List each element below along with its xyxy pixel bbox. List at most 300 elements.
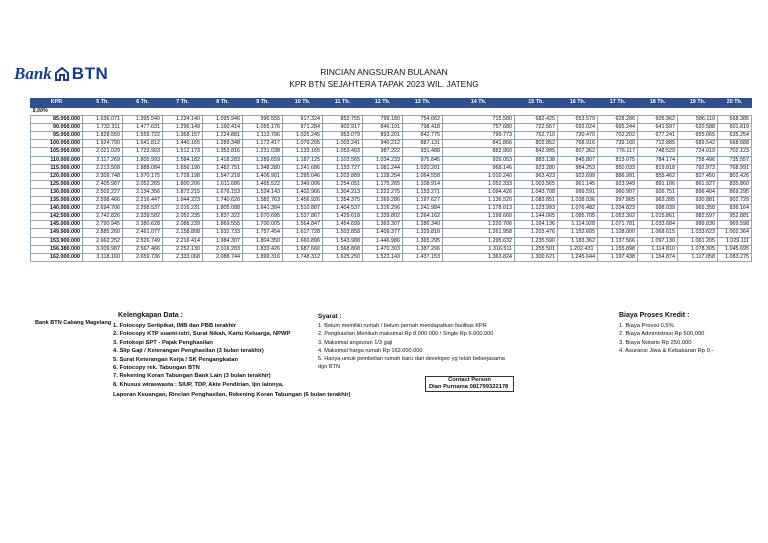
installment-cell: 735.557 bbox=[718, 156, 752, 164]
installment-cell: 2.088.744 bbox=[203, 253, 243, 261]
installment-cell: 1.348.280 bbox=[243, 164, 283, 172]
installment-cell: 605.962 bbox=[638, 116, 678, 124]
installment-cell: 1.043.708 bbox=[515, 188, 558, 196]
kpr-amount-cell: 85.000.000 bbox=[31, 116, 83, 124]
installment-cell: 1.437.153 bbox=[403, 253, 443, 261]
installment-cell: 917.324 bbox=[283, 116, 323, 124]
installment-cell: 677.241 bbox=[638, 132, 678, 140]
installment-cell: 1.254.051 bbox=[323, 180, 363, 188]
installment-cell: 768.991 bbox=[718, 164, 752, 172]
installment-cell: 1.029.111 bbox=[718, 237, 752, 245]
column-header-kpr: KPR bbox=[31, 99, 83, 108]
installment-cell: 1.235.590 bbox=[515, 237, 558, 245]
installment-cell: 1.354.375 bbox=[323, 197, 363, 205]
installment-cell: 1.224.140 bbox=[163, 116, 203, 124]
installment-cell: 1.757.454 bbox=[243, 229, 283, 237]
installment-cell: 1.261.958 bbox=[443, 229, 515, 237]
installment-cell: 987.222 bbox=[363, 148, 403, 156]
installment-cell: 953.079 bbox=[323, 132, 363, 140]
installment-cell: 712.885 bbox=[638, 140, 678, 148]
installment-cell: 762.710 bbox=[515, 132, 558, 140]
installment-cell: 962.395 bbox=[638, 197, 678, 205]
installment-cell: 841.866 bbox=[443, 140, 515, 148]
installment-cell: 1.924.790 bbox=[83, 140, 123, 148]
installment-cell: 1.676.153 bbox=[203, 188, 243, 196]
installment-cell: 724.019 bbox=[678, 148, 718, 156]
installment-cell: 2.790.945 bbox=[83, 221, 123, 229]
kelengkapan-item: 2. Fotocopy KTP suami-istri, Surat Nikah, Kartu Keluarga, NPWP bbox=[113, 331, 291, 338]
installment-cell: 902.729 bbox=[718, 197, 752, 205]
installment-cell: 1.154.874 bbox=[638, 253, 678, 261]
logo-btn-text: BTN bbox=[71, 64, 109, 83]
installment-cell: 1.083.851 bbox=[515, 197, 558, 205]
installment-cell: 1.076.482 bbox=[558, 205, 598, 213]
installment-cell: 692.024 bbox=[558, 124, 598, 132]
installment-cell: 1.510.887 bbox=[283, 205, 323, 213]
installment-cell: 1.094.426 bbox=[443, 188, 515, 196]
installment-cell: 1.002.364 bbox=[718, 229, 752, 237]
installment-cell: 628.286 bbox=[598, 116, 638, 124]
installment-cell: 1.353.816 bbox=[203, 148, 243, 156]
installment-cell: 1.418.283 bbox=[203, 156, 243, 164]
branch-name: Bank BTN Cabang Magelang bbox=[35, 320, 112, 326]
table-row bbox=[31, 124, 752, 132]
installment-cell: 784.174 bbox=[638, 156, 678, 164]
installment-cell: 802.426 bbox=[718, 172, 752, 180]
installment-cell: 665.244 bbox=[598, 124, 638, 132]
kpr-amount-cell: 125.000.000 bbox=[31, 180, 83, 188]
installment-cell: 819.818 bbox=[638, 164, 678, 172]
installment-cell: 722.567 bbox=[515, 124, 558, 132]
installment-cell: 1.568.868 bbox=[323, 245, 363, 253]
table-row bbox=[31, 164, 752, 172]
installment-cell: 668.688 bbox=[718, 140, 752, 148]
installment-cell: 846.191 bbox=[363, 124, 403, 132]
kpr-amount-cell: 115.000.000 bbox=[31, 164, 83, 172]
installment-cell: 1.045.695 bbox=[718, 245, 752, 253]
installment-cell: 1.387.296 bbox=[403, 245, 443, 253]
column-header-tenor: 13 Th. bbox=[403, 99, 443, 108]
kelengkapan-title: Kelengkapan Data : bbox=[118, 312, 183, 319]
installment-cell: 1.203.889 bbox=[323, 172, 363, 180]
kelengkapan-footer: Laporan Keuangan, Rincian Penghasilan, Rekening Koran Tabungan (6 bulan terakhir) bbox=[113, 392, 351, 398]
installment-cell: 3.009.987 bbox=[83, 245, 123, 253]
installment-cell: 850.033 bbox=[598, 164, 638, 172]
installment-cell: 1.872.215 bbox=[163, 188, 203, 196]
installment-cell: 2.502.227 bbox=[83, 188, 123, 196]
installment-cell: 1.339.802 bbox=[363, 213, 403, 221]
installment-cell: 682.425 bbox=[515, 116, 558, 124]
installment-cell: 2.333.068 bbox=[163, 253, 203, 261]
kelengkapan-item: 5. Surat Keterangan Kerja / SK Pengangkatan bbox=[113, 356, 238, 363]
installment-cell: 1.349.006 bbox=[283, 180, 323, 188]
installment-cell: 1.687.660 bbox=[283, 245, 323, 253]
installment-cell: 1.477.631 bbox=[123, 124, 163, 132]
installment-cell: 1.316.511 bbox=[443, 245, 515, 253]
syarat-list bbox=[318, 322, 505, 372]
installment-cell: 2.088.239 bbox=[163, 221, 203, 229]
installment-cell: 1.365.295 bbox=[403, 237, 443, 245]
installment-cell: 842.775 bbox=[403, 132, 443, 140]
installment-cell: 1.187.125 bbox=[283, 156, 323, 164]
installment-cell: 1.175.265 bbox=[363, 180, 403, 188]
installment-cell: 2.016.231 bbox=[163, 205, 203, 213]
installment-cell: 952.881 bbox=[718, 213, 752, 221]
installment-cell: 1.503.858 bbox=[323, 229, 363, 237]
installment-cell: 1.368.157 bbox=[163, 132, 203, 140]
installment-cell: 1.523.143 bbox=[363, 253, 403, 261]
installment-cell: 1.061.205 bbox=[678, 237, 718, 245]
kpr-amount-cell: 156.380.000 bbox=[31, 245, 83, 253]
installment-cell: 1.083.275 bbox=[718, 253, 752, 261]
table-row bbox=[31, 237, 752, 245]
installment-cell: 1.409.377 bbox=[363, 229, 403, 237]
installment-cell: 702.123 bbox=[718, 148, 752, 156]
installment-cell: 1.068.615 bbox=[638, 229, 678, 237]
installment-cell: 601.819 bbox=[718, 124, 752, 132]
installment-cell: 1.289.659 bbox=[243, 156, 283, 164]
installment-cell: 807.362 bbox=[558, 148, 598, 156]
installment-cell: 1.524.143 bbox=[243, 188, 283, 196]
installment-cell: 1.137.566 bbox=[598, 237, 638, 245]
installment-cell: 1.582.763 bbox=[243, 197, 283, 205]
installment-cell: 2.659.736 bbox=[123, 253, 163, 261]
installment-cell: 1.465.522 bbox=[243, 180, 283, 188]
installment-cell: 1.095.705 bbox=[558, 213, 598, 221]
installment-cell: 757.680 bbox=[443, 124, 515, 132]
kpr-amount-cell: 135.000.000 bbox=[31, 197, 83, 205]
installment-cell: 1.833.426 bbox=[243, 245, 283, 253]
table-row bbox=[31, 156, 752, 164]
page-subtitle: KPR BTN SEJAHTERA TAPAK 2023 WIL. JATENG bbox=[289, 79, 479, 89]
table-row bbox=[31, 221, 752, 229]
kpr-amount-cell: 130.000.000 bbox=[31, 188, 83, 196]
installment-cell: 620.588 bbox=[678, 124, 718, 132]
installment-cell: 1.395.540 bbox=[123, 116, 163, 124]
kpr-amount-cell: 153.900.000 bbox=[31, 237, 83, 245]
installment-cell: 2.461.077 bbox=[123, 229, 163, 237]
installment-cell: 1.406.901 bbox=[243, 172, 283, 180]
installment-cell: 1.153.271 bbox=[403, 188, 443, 196]
installment-cell: 1.617.728 bbox=[283, 229, 323, 237]
installment-table bbox=[30, 98, 752, 262]
installment-cell: 1.199.660 bbox=[443, 213, 515, 221]
installment-cell: 835.860 bbox=[718, 180, 752, 188]
kpr-amount-cell: 105.000.000 bbox=[31, 148, 83, 156]
kpr-amount-cell: 90.000.000 bbox=[31, 124, 83, 132]
installment-cell: 702.202 bbox=[598, 132, 638, 140]
installment-cell: 802.852 bbox=[515, 140, 558, 148]
kpr-amount-cell: 145.000.000 bbox=[31, 221, 83, 229]
installment-cell: 1.732.311 bbox=[83, 124, 123, 132]
syarat-title: Syarat : bbox=[318, 313, 342, 320]
kpr-amount-cell: 110.000.000 bbox=[31, 156, 83, 164]
contact-person-box bbox=[425, 376, 514, 392]
installment-cell: 1.197.438 bbox=[598, 253, 638, 261]
installment-cell: 1.160.414 bbox=[203, 124, 243, 132]
syarat-item: dgn BTN bbox=[318, 364, 341, 371]
installment-cell: 926.751 bbox=[638, 188, 678, 196]
table-row bbox=[31, 245, 752, 253]
installment-cell: 969.598 bbox=[718, 221, 752, 229]
installment-cell: 798.418 bbox=[403, 124, 443, 132]
table-row bbox=[31, 253, 752, 261]
installment-cell: 1.071.781 bbox=[598, 221, 638, 229]
installment-cell: 3.118.160 bbox=[83, 253, 123, 261]
installment-cell: 1.286.340 bbox=[403, 221, 443, 229]
installment-cell: 1.114.928 bbox=[558, 221, 598, 229]
installment-cell: 960.907 bbox=[598, 188, 638, 196]
installment-cell: 689.542 bbox=[678, 140, 718, 148]
installment-cell: 1.010.240 bbox=[443, 172, 515, 180]
installment-cell: 1.053.403 bbox=[323, 148, 363, 156]
page-title: RINCIAN ANGSURAN BULANAN bbox=[320, 67, 448, 77]
table-row bbox=[31, 229, 752, 237]
installment-cell: 1.440.165 bbox=[163, 140, 203, 148]
table-row bbox=[31, 180, 752, 188]
installment-cell: 1.944.223 bbox=[163, 197, 203, 205]
installment-cell: 1.363.307 bbox=[363, 221, 403, 229]
installment-cell: 2.339.582 bbox=[123, 213, 163, 221]
installment-cell: 1.456.926 bbox=[283, 197, 323, 205]
installment-cell: 792.973 bbox=[678, 164, 718, 172]
installment-cell: 1.446.986 bbox=[363, 237, 403, 245]
syarat-item: 2. Penghasilan Menikah maksimal Rp 8.000.000 / Single Rp 6.000.000 bbox=[318, 331, 494, 338]
kelengkapan-item: 6. Fotocopy rek. Tabungan BTN bbox=[113, 365, 200, 372]
kelengkapan-list bbox=[113, 322, 290, 389]
installment-cell: 1.144.065 bbox=[515, 213, 558, 221]
syarat-item: 5. Hanya untuk pembelian rumah baru dari developer yg telah bekerjasama bbox=[318, 356, 505, 363]
installment-cell: 1.152.605 bbox=[558, 229, 598, 237]
table-row bbox=[31, 188, 752, 196]
column-header-tenor: 20 Th. bbox=[718, 99, 752, 108]
installment-cell: 1.038.036 bbox=[558, 197, 598, 205]
installment-cell: 748.529 bbox=[638, 148, 678, 156]
installment-cell: 1.295.632 bbox=[443, 237, 515, 245]
installment-cell: 968.146 bbox=[443, 164, 515, 172]
installment-cell: 635.254 bbox=[718, 132, 752, 140]
installment-cell: 1.800.206 bbox=[163, 180, 203, 188]
syarat-item: 4. Maksimal harga rumah Rp 162.000.000 bbox=[318, 347, 423, 354]
installment-cell: 1.153.727 bbox=[323, 164, 363, 172]
installment-cell: 1.123.993 bbox=[515, 205, 558, 213]
installment-cell: 1.097.130 bbox=[638, 237, 678, 245]
installment-cell: 1.805.088 bbox=[203, 205, 243, 213]
column-header-tenor: 14 Th. bbox=[443, 99, 515, 108]
installment-cell: 2.052.265 bbox=[123, 180, 163, 188]
installment-cell: 1.470.303 bbox=[363, 245, 403, 253]
installment-cell: 1.113.796 bbox=[243, 132, 283, 140]
installment-cell: 996.555 bbox=[243, 116, 283, 124]
column-header-tenor: 19 Th. bbox=[678, 99, 718, 108]
column-header-tenor: 9 Th. bbox=[243, 99, 283, 108]
installment-cell: 1.537.867 bbox=[283, 213, 323, 221]
installment-cell: 1.837.322 bbox=[203, 213, 243, 221]
installment-cell: 1.984.307 bbox=[203, 237, 243, 245]
installment-cell: 1.723.903 bbox=[123, 148, 163, 156]
installment-cell: 1.003.565 bbox=[515, 180, 558, 188]
biaya-item: 1. Biaya Provisi 0,5% bbox=[619, 323, 674, 329]
column-header-tenor: 17 Th. bbox=[598, 99, 638, 108]
installment-cell: 1.064.558 bbox=[403, 172, 443, 180]
installment-cell: 2.380.628 bbox=[123, 221, 163, 229]
installment-cell: 827.450 bbox=[678, 172, 718, 180]
installment-cell: 2.526.749 bbox=[123, 237, 163, 245]
installment-cell: 861.927 bbox=[678, 180, 718, 188]
column-header-tenor: 7 Th. bbox=[163, 99, 203, 108]
installment-cell: 1.133.165 bbox=[283, 148, 323, 156]
installment-cell: 1.003.241 bbox=[323, 140, 363, 148]
installment-cell: 1.304.213 bbox=[323, 188, 363, 196]
installment-cell: 2.298.537 bbox=[123, 205, 163, 213]
installment-cell: 1.015.861 bbox=[638, 213, 678, 221]
installment-cell: 1.804.350 bbox=[243, 237, 283, 245]
installment-cell: 982.597 bbox=[678, 213, 718, 221]
installment-cell: 1.932.733 bbox=[203, 229, 243, 237]
installment-cell: 799.773 bbox=[443, 132, 515, 140]
syarat-item: 3. Maksimal angsuran 1/3 gaji bbox=[318, 339, 393, 346]
installment-cell: 1.231.038 bbox=[243, 148, 283, 156]
installment-cell: 1.670.695 bbox=[243, 213, 283, 221]
installment-cell: 1.053.302 bbox=[598, 213, 638, 221]
installment-cell: 1.748.312 bbox=[283, 253, 323, 261]
installment-cell: 893.201 bbox=[363, 132, 403, 140]
installment-cell: 586.110 bbox=[678, 116, 718, 124]
kelengkapan-item: 1. Fotocopy Sertipikat, IMB dan PBB terakhir bbox=[113, 323, 237, 329]
installment-cell: 1.114.810 bbox=[638, 245, 678, 253]
installment-cell: 922.699 bbox=[558, 172, 598, 180]
installment-cell: 1.155.898 bbox=[598, 245, 638, 253]
column-header-tenor: 12 Th. bbox=[363, 99, 403, 108]
installment-cell: 1.641.812 bbox=[123, 140, 163, 148]
kelengkapan-item: 4. Slip Gaji / Keterangan Penghasilan (3 bulan terakhir) bbox=[113, 348, 264, 355]
installment-cell: 655.065 bbox=[678, 132, 718, 140]
installment-cell: 1.055.176 bbox=[243, 124, 283, 132]
installment-cell: 1.128.254 bbox=[363, 172, 403, 180]
installment-cell: 739.160 bbox=[598, 140, 638, 148]
installment-cell: 1.300.621 bbox=[515, 253, 558, 261]
installment-cell: 715.580 bbox=[443, 116, 515, 124]
contact-label: Contact Person bbox=[448, 377, 491, 383]
interest-rate-row bbox=[31, 108, 752, 116]
installment-cell: 1.564.847 bbox=[283, 221, 323, 229]
installment-cell: 2.405.987 bbox=[83, 180, 123, 188]
installment-cell: 1.255.501 bbox=[515, 245, 558, 253]
installment-cell: 1.559.722 bbox=[123, 132, 163, 140]
installment-cell: 869.295 bbox=[718, 188, 752, 196]
installment-cell: 963.423 bbox=[515, 172, 558, 180]
kpr-amount-cell: 100.000.000 bbox=[31, 140, 83, 148]
installment-cell: 891.106 bbox=[638, 180, 678, 188]
installment-cell: 896.404 bbox=[678, 188, 718, 196]
column-header-tenor: 6 Th. bbox=[123, 99, 163, 108]
installment-cell: 1.728.198 bbox=[163, 172, 203, 180]
installment-cell: 2.962.252 bbox=[83, 237, 123, 245]
table-row bbox=[31, 213, 752, 221]
installment-cell: 1.454.699 bbox=[323, 221, 363, 229]
installment-cell: 842.995 bbox=[515, 148, 558, 156]
installment-cell: 1.108.000 bbox=[598, 229, 638, 237]
table-row bbox=[31, 132, 752, 140]
installment-cell: 1.660.896 bbox=[283, 237, 323, 245]
installment-cell: 999.836 bbox=[678, 221, 718, 229]
installment-cell: 2.016.283 bbox=[203, 245, 243, 253]
installment-cell: 2.309.748 bbox=[83, 172, 123, 180]
installment-cell: 776.117 bbox=[598, 148, 638, 156]
kpr-amount-cell: 95.000.000 bbox=[31, 132, 83, 140]
installment-cell: 1.641.384 bbox=[243, 205, 283, 213]
installment-cell: 2.742.826 bbox=[83, 213, 123, 221]
installment-cell: 2.598.466 bbox=[83, 197, 123, 205]
biaya-item: 2. Biaya Administrasi Rp 500,000 bbox=[619, 331, 705, 338]
installment-cell: 883.138 bbox=[515, 156, 558, 164]
installment-cell: 1.224.881 bbox=[203, 132, 243, 140]
installment-cell: 1.108.914 bbox=[403, 180, 443, 188]
installment-cell: 1.295.046 bbox=[283, 172, 323, 180]
installment-cell: 754.062 bbox=[403, 116, 443, 124]
installment-cell: 641.597 bbox=[638, 124, 678, 132]
installment-cell: 1.329.810 bbox=[403, 229, 443, 237]
column-header-tenor: 5 Th. bbox=[83, 99, 123, 108]
installment-cell: 1.828.550 bbox=[83, 132, 123, 140]
installment-cell: 2.021.029 bbox=[83, 148, 123, 156]
installment-cell: 1.264.162 bbox=[403, 213, 443, 221]
installment-cell: 768.916 bbox=[558, 140, 598, 148]
column-header-tenor: 18 Th. bbox=[638, 99, 678, 108]
installment-cell: 930.881 bbox=[678, 197, 718, 205]
installment-cell: 961.145 bbox=[558, 180, 598, 188]
installment-cell: 799.180 bbox=[363, 116, 403, 124]
installment-cell: 1.289.348 bbox=[203, 140, 243, 148]
installment-cell: 1.079.205 bbox=[283, 140, 323, 148]
column-header-tenor: 16 Th. bbox=[558, 99, 598, 108]
installment-cell: 1.172.417 bbox=[243, 140, 283, 148]
installment-cell: 1.241.086 bbox=[283, 164, 323, 172]
installment-cell: 965.358 bbox=[678, 205, 718, 213]
installment-cell: 855.462 bbox=[638, 172, 678, 180]
kelengkapan-item: 7. Rekening Koran Tabungan Bank Lain (3 bulan terakhir) bbox=[113, 373, 271, 380]
installment-cell: 1.202.431 bbox=[558, 245, 598, 253]
installment-cell: 2.885.260 bbox=[83, 229, 123, 237]
installment-cell: 1.117.058 bbox=[678, 253, 718, 261]
installment-cell: 999.591 bbox=[558, 188, 598, 196]
installment-cell: 2.567.466 bbox=[123, 245, 163, 253]
table-row bbox=[31, 148, 752, 156]
installment-cell: 1.241.984 bbox=[403, 205, 443, 213]
installment-cell: 1.136.520 bbox=[443, 197, 515, 205]
installment-cell: 1.625.250 bbox=[323, 253, 363, 261]
installment-cell: 886.991 bbox=[598, 172, 638, 180]
biaya-item: 4. Asuransi Jiwa & Kebakaran Rp 0,- bbox=[619, 348, 714, 355]
installment-cell: 1.034.233 bbox=[363, 156, 403, 164]
installment-cell: 2.216.414 bbox=[163, 237, 203, 245]
installment-cell: 1.429.618 bbox=[323, 213, 363, 221]
installment-cell: 1.269.286 bbox=[363, 197, 403, 205]
installment-cell: 883.960 bbox=[443, 148, 515, 156]
installment-cell: 1.183.362 bbox=[558, 237, 598, 245]
installment-cell: 758.496 bbox=[678, 156, 718, 164]
table-header-row bbox=[31, 99, 752, 108]
installment-cell: 940.212 bbox=[363, 140, 403, 148]
installment-cell: 845.807 bbox=[558, 156, 598, 164]
kelengkapan-item: 8. Khusus wiraswasta : SIUP, TDP, Akte Pendirian, Ijin lainnya, bbox=[113, 381, 284, 388]
installment-cell: 1.033.623 bbox=[678, 229, 718, 237]
column-header-tenor: 11 Th. bbox=[323, 99, 363, 108]
installment-cell: 1.482.751 bbox=[203, 164, 243, 172]
installment-cell: 1.316.296 bbox=[363, 205, 403, 213]
installment-cell: 852.755 bbox=[323, 116, 363, 124]
installment-cell: 1.404.537 bbox=[323, 205, 363, 213]
